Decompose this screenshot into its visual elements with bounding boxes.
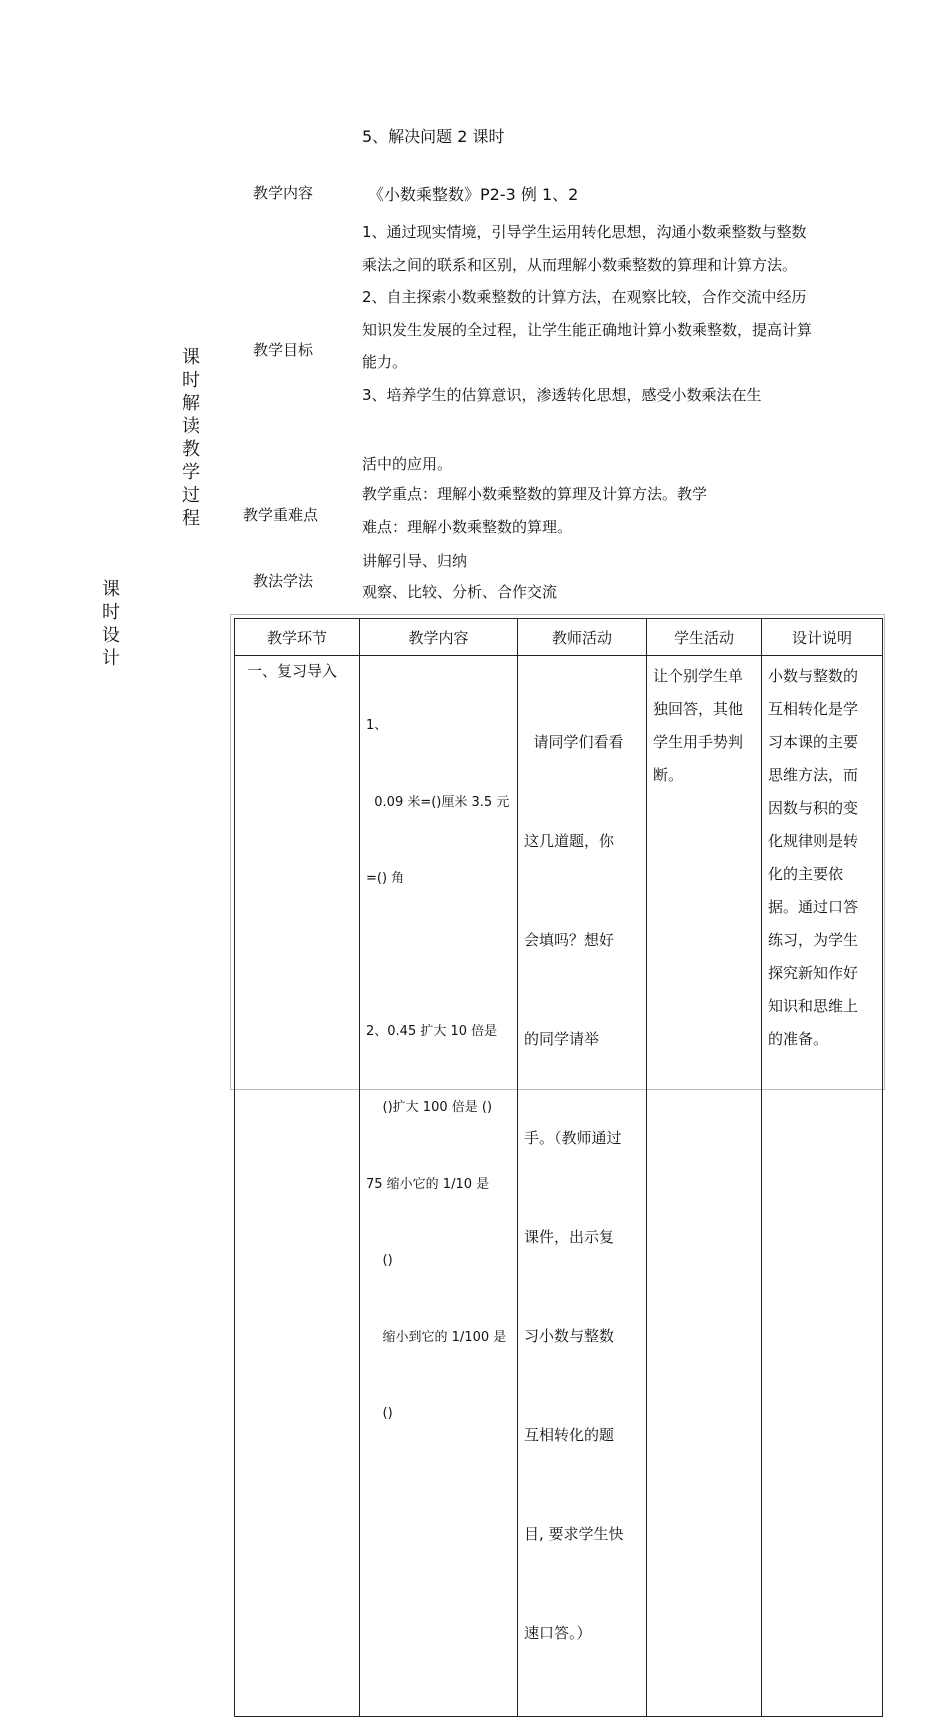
goal-text (362, 216, 812, 411)
student-line: 独回答，其他 (653, 700, 744, 718)
header-teacher: 教师活动 (518, 619, 647, 656)
side-label-char: 教 (182, 439, 200, 460)
side-label-char: 设 (102, 625, 120, 646)
design-line: 练习，为学生 (768, 931, 859, 949)
content-line: ()扩大 100 倍是 () (366, 1100, 493, 1115)
content-value: 《小数乘整数》P2-3 例 1、2 (368, 185, 579, 204)
key-text (362, 478, 707, 543)
content-line: 1、 (366, 718, 388, 733)
header-stage: 教学环节 (235, 619, 360, 656)
side-label-char: 程 (182, 508, 200, 529)
teacher-line: 目, 要求学生快 (524, 1525, 624, 1543)
teacher-line: 请同学们看看 (524, 733, 624, 751)
header-content: 教学内容 (360, 619, 518, 656)
design-line: 知识和思维上 (768, 997, 859, 1015)
goal-label: 教学目标 (253, 341, 314, 359)
design-cell (762, 656, 883, 1717)
teacher-line: 的同学请举 (524, 1030, 600, 1048)
key-line: 难点：理解小数乘整数的算理。 (362, 517, 573, 536)
goal-line: 1、通过现实情境，引导学生运用转化思想，沟通小数乘整数与整数 (362, 223, 807, 241)
content-line: 2、0.45 扩大 10 倍是 (366, 1023, 498, 1039)
side-label-char: 解 (182, 393, 200, 414)
side-label-char: 计 (102, 648, 120, 669)
side-label-outer (100, 578, 122, 670)
design-line: 因数与积的变 (768, 799, 859, 817)
lesson-table (234, 618, 883, 1717)
design-line: 探究新知作好 (768, 964, 859, 982)
design-line: 据。通过口答 (768, 898, 859, 916)
table-row (235, 656, 883, 1717)
goal-line: 知识发生发展的全过程，让学生能正确地计算小数乘整数，提高计算 (362, 320, 813, 339)
goal-tail: 活中的应用。 (362, 455, 453, 473)
side-label-char: 时 (102, 602, 120, 623)
teacher-line: 互相转化的题 (524, 1426, 615, 1444)
goal-line: 能力。 (362, 353, 408, 371)
method-line: 观察、比较、分析、合作交流 (362, 583, 558, 601)
side-label-char: 读 (182, 416, 200, 437)
content-label: 教学内容 (253, 184, 314, 202)
header-student: 学生活动 (647, 619, 762, 656)
header-design: 设计说明 (762, 619, 883, 656)
content-cell (360, 656, 518, 1717)
content-line: () (366, 1406, 393, 1421)
goal-line: 3、培养学生的估算意识，渗透转化思想，感受小数乘法在生 (362, 385, 762, 404)
goal-line: 乘法之间的联系和区别，从而理解小数乘整数的算理和计算方法。 (362, 255, 798, 274)
teacher-line: 会填吗？想好 (524, 931, 615, 949)
teacher-line: 习小数与整数 (524, 1327, 615, 1345)
design-line: 化规律则是转 (768, 832, 859, 850)
side-label-char: 课 (102, 579, 120, 600)
side-label-char: 课 (182, 347, 200, 368)
content-line: 0.09 米=()厘米 3.5 元 (366, 794, 510, 810)
method-line: 讲解引导、归纳 (362, 552, 468, 570)
design-line: 互相转化是学 (768, 700, 859, 718)
side-label-char: 时 (182, 370, 200, 391)
content-line: () (366, 1253, 393, 1268)
method-text (362, 546, 557, 608)
lesson-title: 5、解决问题 2 课时 (362, 127, 505, 146)
student-line: 让个别学生单 (653, 667, 744, 685)
content-line: =() 角 (366, 871, 405, 886)
content-line: 缩小到它的 1/100 是 (366, 1329, 507, 1345)
design-line: 小数与整数的 (768, 667, 859, 685)
design-line: 习本课的主要 (768, 733, 859, 751)
teacher-cell (518, 656, 647, 1717)
goal-line: 2、自主探索小数乘整数的计算方法，在观察比较，合作交流中经历 (362, 288, 807, 306)
method-label: 教法学法 (253, 572, 314, 590)
key-line: 教学重点：理解小数乘整数的算理及计算方法。教学 (362, 485, 708, 503)
student-line: 学生用手势判 (653, 733, 744, 751)
side-label-char: 过 (182, 485, 200, 506)
teacher-line: 速口答。） (524, 1624, 592, 1642)
side-label-char: 学 (182, 462, 200, 483)
design-line: 思维方法，而 (768, 766, 859, 784)
student-cell (647, 656, 762, 1717)
stage-cell: 一、复习导入 (235, 656, 360, 1717)
content-line (366, 943, 517, 968)
teacher-line: 手。（教师通过 (524, 1129, 622, 1147)
teacher-line: 课件，出示复 (524, 1228, 615, 1246)
design-line: 的准备。 (768, 1030, 829, 1048)
key-label: 教学重难点 (243, 506, 319, 524)
student-line: 断。 (653, 766, 684, 784)
design-line: 化的主要依 (768, 865, 844, 883)
table-header-row (235, 619, 883, 656)
content-line: 75 缩小它的 1/10 是 (366, 1176, 490, 1192)
side-label-inner (180, 346, 202, 530)
teacher-line: 这几道题，你 (524, 832, 615, 850)
